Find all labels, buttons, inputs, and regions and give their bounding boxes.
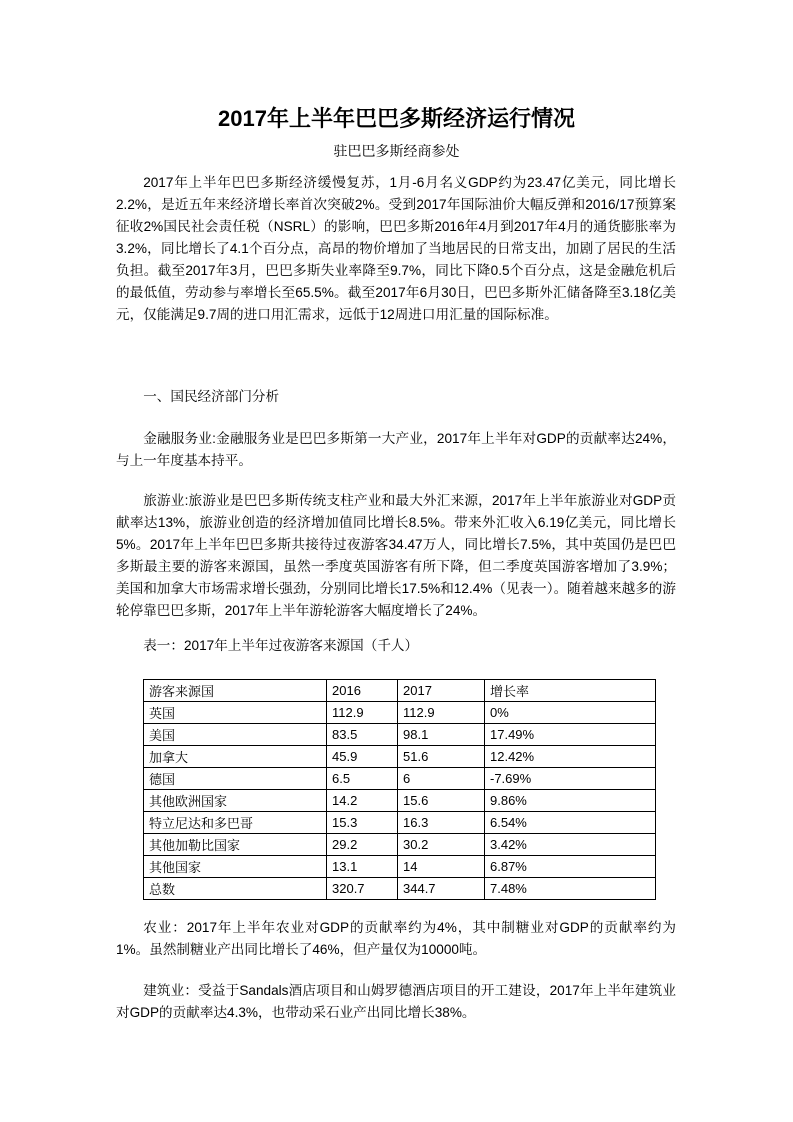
- tourist-source-table: [143, 679, 656, 900]
- table-header-cell: 2016: [327, 680, 398, 702]
- finance-paragraph: 金融服务业:金融服务业是巴巴多斯第一大产业，2017年上半年对GDP的贡献率达24%，与上一年度基本持平。: [116, 431, 676, 468]
- table-cell: 344.7: [398, 878, 485, 900]
- table-cell: 51.6: [398, 746, 485, 768]
- table-cell: 16.3: [398, 812, 485, 834]
- table-header-row: [144, 680, 656, 702]
- table-cell: 14.2: [327, 790, 398, 812]
- table-cell: 特立尼达和多巴哥: [144, 812, 327, 834]
- table-cell: 83.5: [327, 724, 398, 746]
- table-cell: -7.69%: [485, 768, 656, 790]
- table-cell: 其他欧洲国家: [144, 790, 327, 812]
- table-header-cell: 2017: [398, 680, 485, 702]
- table-cell: 15.3: [327, 812, 398, 834]
- table-cell: 17.49%: [485, 724, 656, 746]
- table-row: [144, 768, 656, 790]
- table-cell: 320.7: [327, 878, 398, 900]
- table-cell: 7.48%: [485, 878, 656, 900]
- agriculture-paragraph: 农业：2017年上半年农业对GDP的贡献率约为4%，其中制糖业对GDP的贡献率约为1%。虽然制糖业产出同比增长了46%，但产量仅为10000吨。: [116, 920, 676, 957]
- table-cell: 45.9: [327, 746, 398, 768]
- table-row: [144, 746, 656, 768]
- table-cell: 德国: [144, 768, 327, 790]
- table-cell: 其他加勒比国家: [144, 834, 327, 856]
- table-cell: 112.9: [398, 702, 485, 724]
- table-cell: 29.2: [327, 834, 398, 856]
- table-cell: 总数: [144, 878, 327, 900]
- table-row: [144, 812, 656, 834]
- table-cell: 12.42%: [485, 746, 656, 768]
- table-cell: 13.1: [327, 856, 398, 878]
- intro-paragraph: 2017年上半年巴巴多斯经济缓慢复苏，1月-6月名义GDP约为23.47亿美元，同比增长2.2%，是近五年来经济增长率首次突破2%。受到2017年国际油价大幅反弹和2016/17预算案征收2%国民社会责任税（NSRL）的影响，巴巴多斯2016年4月到2017年4月的通货膨胀率为3.2%，同比增长了4.1个百分点，高昂的物价增加了当地居民的日常支出，加剧了居民的生活负担。截至2017年3月，巴巴多斯失业率降至9.7%，同比下降0.5个百分点，这是金融危机后的最低值，劳动参与率增长至65.5%。截至2017年6月30日，巴巴多斯外汇储备降至3.18亿美元，仅能满足9.7周的进口用汇需求，远低于12周进口用汇量的国际标准。: [116, 175, 676, 322]
- table-row: [144, 878, 656, 900]
- table-row: [144, 702, 656, 724]
- document-title: 2017年上半年巴巴多斯经济运行情况: [218, 106, 575, 131]
- table-cell: 英国: [144, 702, 327, 724]
- table-cell: 其他国家: [144, 856, 327, 878]
- table-cell: 98.1: [398, 724, 485, 746]
- table-row: [144, 724, 656, 746]
- table-cell: 14: [398, 856, 485, 878]
- table-header-cell: 游客来源国: [144, 680, 327, 702]
- table-cell: 6.54%: [485, 812, 656, 834]
- table-row: [144, 834, 656, 856]
- table-cell: 30.2: [398, 834, 485, 856]
- table-cell: 0%: [485, 702, 656, 724]
- table-cell: 6.87%: [485, 856, 656, 878]
- document-subtitle: 驻巴巴多斯经商参处: [333, 143, 460, 159]
- table-cell: 3.42%: [485, 834, 656, 856]
- table-cell: 美国: [144, 724, 327, 746]
- table-cell: 6.5: [327, 768, 398, 790]
- construction-paragraph: 建筑业：受益于Sandals酒店项目和山姆罗德酒店项目的开工建设，2017年上半年建筑业对GDP的贡献率达4.3%，也带动采石业产出同比增长38%。: [116, 983, 676, 1020]
- table-cell: 15.6: [398, 790, 485, 812]
- table-row: [144, 856, 656, 878]
- table-cell: 9.86%: [485, 790, 656, 812]
- table-cell: 112.9: [327, 702, 398, 724]
- section-heading: 一、国民经济部门分析: [143, 389, 280, 404]
- table-cell: 加拿大: [144, 746, 327, 768]
- table-cell: 6: [398, 768, 485, 790]
- table-row: [144, 790, 656, 812]
- table-caption: 表一：2017年上半年过夜游客来源国（千人）: [143, 638, 419, 653]
- table-header-cell: 增长率: [485, 680, 656, 702]
- tourism-paragraph: 旅游业:旅游业是巴巴多斯传统支柱产业和最大外汇来源，2017年上半年旅游业对GDP贡献率达13%，旅游业创造的经济增加值同比增长8.5%。带来外汇收入6.19亿美元，同比增长5%。2017年上半年巴巴多斯共接待过夜游客34.47万人，同比增长7.5%，其中英国仍是巴巴多斯最主要的游客来源国，虽然一季度英国游客有所下降，但二季度英国游客增加了3.9%；美国和加拿大市场需求增长强劲，分别同比增长17.5%和12.4%（见表一）。随着越来越多的游轮停靠巴巴多斯，2017年上半年游轮游客大幅度增长了24%。: [116, 493, 676, 618]
